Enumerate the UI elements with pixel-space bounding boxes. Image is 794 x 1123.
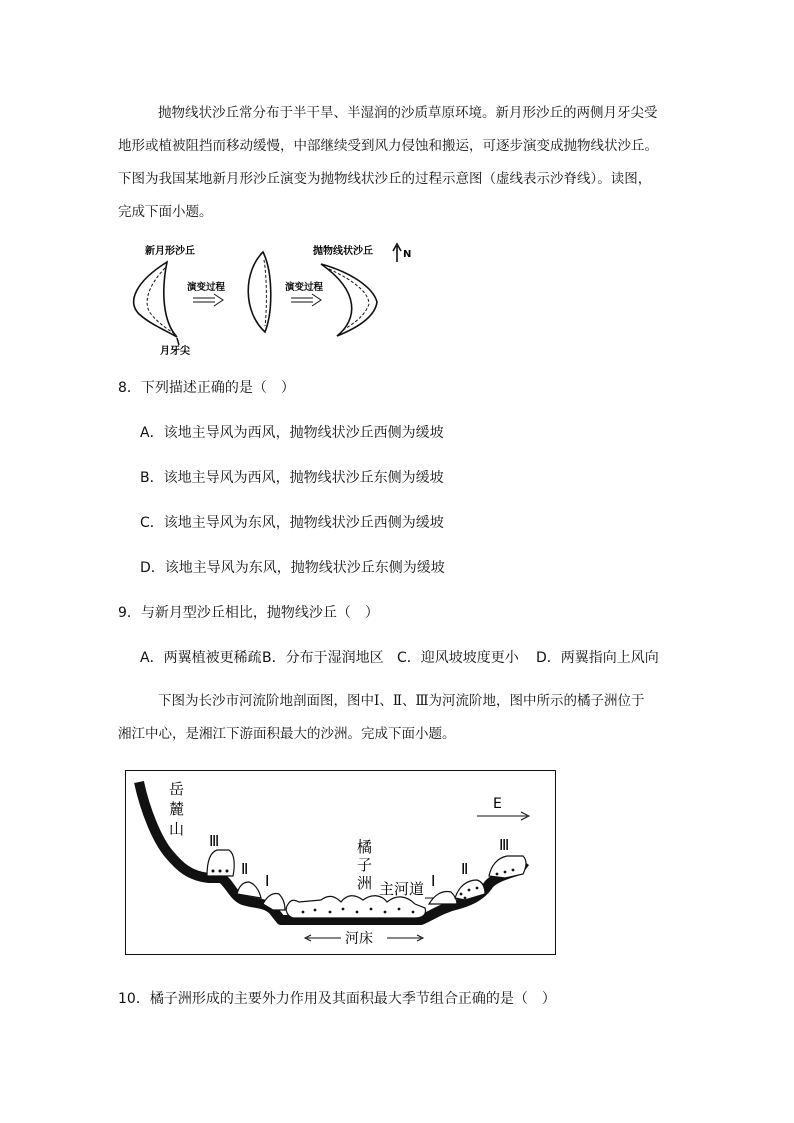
right-terrace-1-label: Ⅰ xyxy=(431,872,436,890)
east-label: E xyxy=(493,796,502,812)
process-label-1: 演变过程 xyxy=(187,282,226,293)
intro-paragraph-2 xyxy=(118,685,693,751)
intro2-line-2: 湘江中心，是湘江下游面积最大的沙洲。完成下面小题。 xyxy=(118,726,456,742)
left-terrace-1-label: Ⅰ xyxy=(265,872,270,890)
left-terrace-3-dots xyxy=(212,870,229,873)
intro1-line-2: 地形或植被阻挡而移动缓慢，中部继续受到风力侵蚀和搬运，可逐步演变成抛物线状沙丘。 xyxy=(118,138,658,154)
intro1-line-4: 完成下面小题。 xyxy=(118,204,213,220)
question-8-option-a[interactable]: A．该地主导风为西风，抛物线状沙丘西侧为缓坡 xyxy=(140,425,444,441)
process-arrow-2 xyxy=(291,294,321,306)
intro1-line-3: 下图为我国某地新月形沙丘演变为抛物线状沙丘的过程示意图（虚线表示沙脊线）。读图， xyxy=(118,171,652,187)
intermediate-dune-shape xyxy=(248,252,271,332)
mountain-label-2: 麓 xyxy=(169,800,185,818)
question-10-stem: 10．橘子洲形成的主要外力作用及其面积最大季节组合正确的是（ ） xyxy=(118,991,556,1007)
question-9-option-d[interactable]: D．两翼指向上风向 xyxy=(536,650,659,666)
crescent-ridge-line xyxy=(147,268,175,334)
mountain-label-1: 岳 xyxy=(169,780,185,798)
question-8-option-b[interactable]: B．该地主导风为西风，抛物线状沙丘东侧为缓坡 xyxy=(140,470,444,486)
intro2-line-1: 下图为长沙市河流阶地剖面图，图中Ⅰ、Ⅱ、Ⅲ为河流阶地，图中所示的橘子洲位于 xyxy=(158,693,645,709)
question-9-option-b[interactable]: B．分布于湿润地区 xyxy=(262,650,384,666)
island-label-1: 橘 xyxy=(357,838,373,856)
north-label: N xyxy=(403,249,412,260)
figure-frame xyxy=(126,771,556,955)
tip-pointer xyxy=(177,338,179,345)
intro1-line-1: 抛物线状沙丘常分布于半干旱、半湿润的沙质草原环境。新月形沙丘的两侧月牙尖受 xyxy=(158,105,658,121)
question-8-option-d[interactable]: D．该地主导风为东风，抛物线状沙丘东侧为缓坡 xyxy=(140,560,445,576)
crescent-dune-shape xyxy=(134,262,177,337)
mountain-label-3: 山 xyxy=(169,820,185,838)
island-label-2: 子 xyxy=(357,856,373,874)
island-label-3: 洲 xyxy=(357,874,373,892)
question-9-stem: 9．与新月型沙丘相比，抛物线沙丘（ ） xyxy=(118,605,379,621)
process-label-2: 演变过程 xyxy=(285,282,324,293)
parabolic-dune-label: 抛物线状沙丘 xyxy=(313,246,373,257)
riverbed-label: 河床 xyxy=(345,931,373,947)
crescent-dune-label: 新月形沙丘 xyxy=(145,246,195,257)
process-arrow-1 xyxy=(193,294,223,306)
river-terrace-figure xyxy=(125,770,557,956)
main-channel-label: 主河道 xyxy=(379,880,425,898)
left-terrace-2-label: Ⅱ xyxy=(241,860,249,878)
north-arrow-icon xyxy=(393,244,401,262)
intermediate-ridge-line xyxy=(264,260,266,326)
right-terrace-3-label: Ⅲ xyxy=(499,836,510,854)
question-8-option-c[interactable]: C．该地主导风为东风，抛物线状沙丘西侧为缓坡 xyxy=(140,515,444,531)
question-9-option-c[interactable]: C．迎风坡坡度更小 xyxy=(397,650,519,666)
left-terrace-3-label: Ⅲ xyxy=(209,832,220,850)
dune-evolution-figure xyxy=(125,232,425,362)
question-9-option-a[interactable]: A．两翼植被更稀疏 xyxy=(140,650,262,666)
right-terrace-2-label: Ⅱ xyxy=(461,860,469,878)
intro-paragraph-1 xyxy=(118,97,693,229)
crescent-tip-label: 月牙尖 xyxy=(160,346,190,357)
question-8-stem: 8．下列描述正确的是（ ） xyxy=(118,380,295,396)
